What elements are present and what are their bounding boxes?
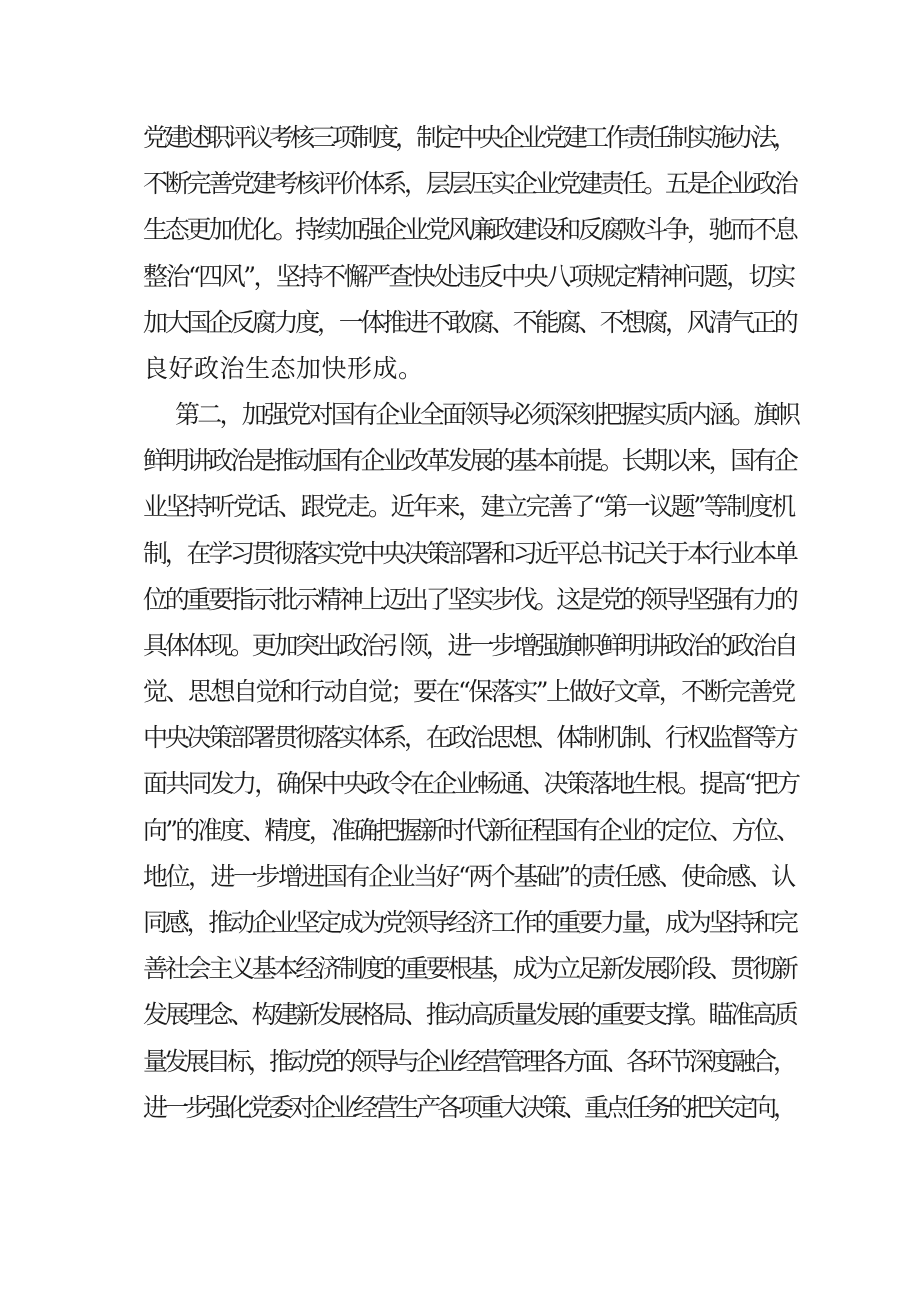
text-line: 整治“四风”，坚持不懈严查快处违反中央八项规定精神问题，切实 bbox=[143, 262, 794, 291]
text-line: 向”的准度、精度，准确把握新时代新征程国有企业的定位、方位、 bbox=[143, 816, 799, 845]
text-line: 鲜明讲政治是推动国有企业改革发展的基本前提。长期以来，国有企 bbox=[143, 446, 796, 475]
text-line: 党建述职评议考核三项制度，制定中央企业党建工作责任制实施办法， bbox=[143, 123, 795, 152]
text-line: 业坚持听党话、跟党走。近年来，建立完善了“第一议题”等制度机 bbox=[143, 492, 794, 521]
text-line: 中央决策部署贯彻落实体系，在政治思想、体制机制、行权监督等方 bbox=[143, 723, 796, 752]
text-line: 进一步强化党委对企业经营生产各项重大决策、重点任务的把关定向， bbox=[143, 1093, 795, 1122]
text-line: 良好政治生态加快形成。 bbox=[143, 354, 424, 383]
text-line: 生态更加优化。持续加强企业党风廉政建设和反腐败斗争，驰而不息 bbox=[143, 215, 796, 244]
text-line: 具体体现。更加突出政治引领，进一步增强旗帜鲜明讲政治的政治自 bbox=[143, 631, 796, 660]
text-line: 不断完善党建考核评价体系，层层压实企业党建责任。五是企业政治 bbox=[143, 169, 796, 198]
paragraph-first-line: 第二，加强党对国有企业全面领导必须深刻把握实质内涵。旗帜 bbox=[175, 400, 799, 429]
text-line: 制，在学习贯彻落实党中央决策部署和习近平总书记关于本行业本单 bbox=[143, 539, 796, 568]
text-line: 量发展目标，推动党的领导与企业经营管理各方面、各环节深度融合， bbox=[143, 1047, 795, 1076]
text-line: 同感，推动企业坚定成为党领导经济工作的重要力量，成为坚持和完 bbox=[143, 908, 796, 937]
text-line: 位的重要指示批示精神上迈出了坚实步伐。这是党的领导坚强有力的 bbox=[143, 585, 796, 614]
text-line: 觉、思想自觉和行动自觉；要在“保落实”上做好文章，不断完善党 bbox=[143, 677, 794, 706]
text-line: 加大国企反腐力度，一体推进不敢腐、不能腐、不想腐，风清气正的 bbox=[143, 308, 796, 337]
text-line: 善社会主义基本经济制度的重要根基，成为立足新发展阶段、贯彻新 bbox=[143, 954, 796, 983]
text-line: 地位，进一步增进国有企业当好“两个基础”的责任感、使命感、认 bbox=[143, 862, 794, 891]
text-line: 发展理念、构建新发展格局、推动高质量发展的重要支撑。瞄准高质 bbox=[143, 1000, 796, 1029]
text-line: 面共同发力，确保中央政令在企业畅通、决策落地生根。提高“把方 bbox=[143, 769, 799, 798]
